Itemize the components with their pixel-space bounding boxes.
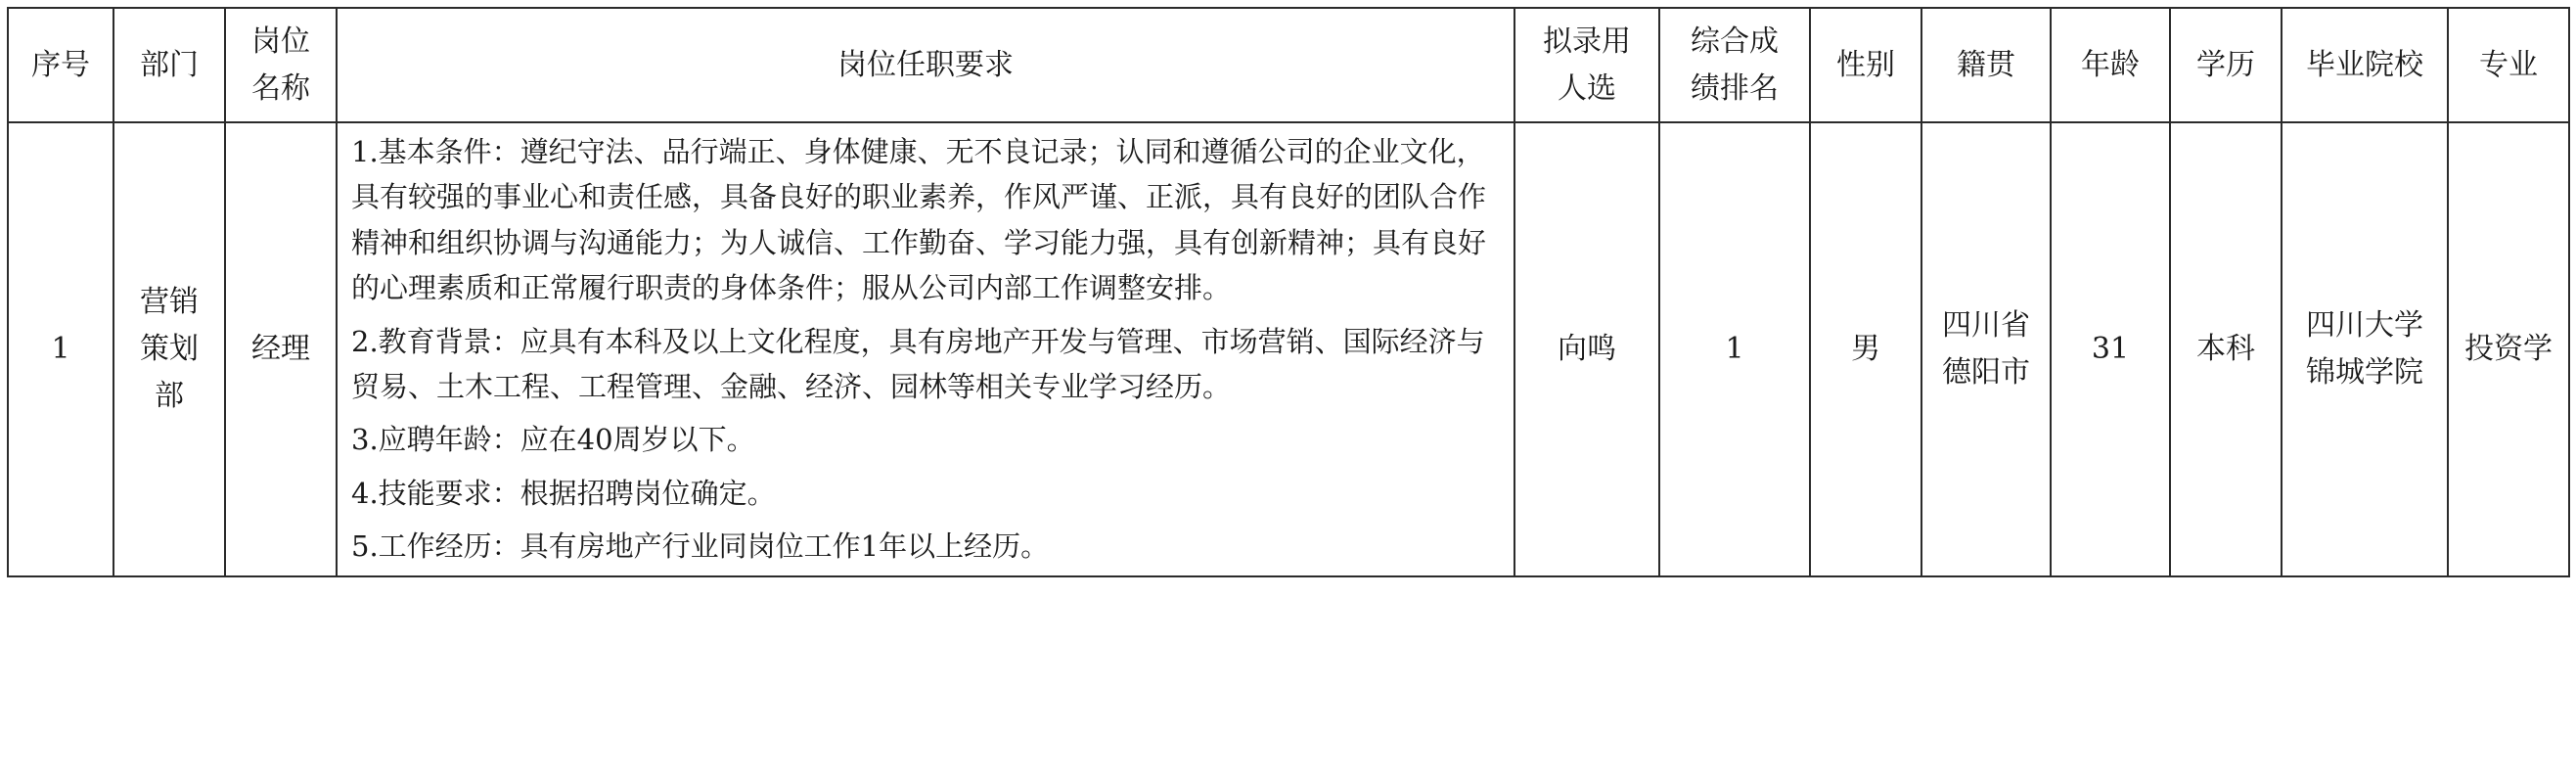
cell-dept <box>113 122 225 576</box>
requirement-education: 2.教育背景：应具有本科及以上文化程度，具有房地产开发与管理、市场营销、国际经济与贸易、土木工程、工程管理、金融、经济、园林等相关专业学习经历。 <box>351 324 1485 403</box>
requirement-experience: 5.工作经历：具有房地产行业同岗位工作1年以上经历。 <box>351 529 1050 564</box>
cell-requirements <box>337 122 1514 576</box>
recruitment-table <box>7 7 2570 577</box>
cell-rank: 1 <box>1659 122 1810 576</box>
cell-dept-line2: 策划 <box>140 331 199 366</box>
cell-dept-line3: 部 <box>155 378 184 413</box>
header-dept: 部门 <box>113 8 225 122</box>
cell-candidate: 向鸣 <box>1514 122 1659 576</box>
header-origin: 籍贯 <box>1921 8 2051 122</box>
header-candidate-line1: 拟录用 <box>1543 23 1631 59</box>
cell-age: 31 <box>2051 122 2170 576</box>
requirement-age: 3.应聘年龄：应在40周岁以下。 <box>351 423 755 457</box>
cell-school-line2: 锦城学院 <box>2306 354 2423 390</box>
header-education: 学历 <box>2170 8 2282 122</box>
requirement-basic: 1.基本条件：遵纪守法、品行端正、身体健康、无不良记录；认同和遵循公司的企业文化，具有较强的事业心和责任感，具备良好的职业素养，作风严谨、正派，具有良好的团队合作精神和组织协调与沟通能力；为人诚信、工作勤奋、学习能力强，具有创新精神；具有良好的心理素质和正常履行职责的身体条件；服从公司内部工作调整安排。 <box>351 135 1487 305</box>
cell-school <box>2282 122 2448 576</box>
cell-origin <box>1921 122 2051 576</box>
requirement-skills: 4.技能要求：根据招聘岗位确定。 <box>351 476 776 510</box>
header-seq: 序号 <box>8 8 113 122</box>
header-rank-line2: 绩排名 <box>1691 70 1779 106</box>
header-age: 年龄 <box>2051 8 2170 122</box>
cell-position: 经理 <box>225 122 337 576</box>
header-school: 毕业院校 <box>2282 8 2448 122</box>
document <box>7 7 2570 577</box>
cell-gender: 男 <box>1810 122 1921 576</box>
header-position <box>225 8 337 122</box>
header-rank-line1: 综合成 <box>1691 23 1779 59</box>
cell-seq: 1 <box>8 122 113 576</box>
cell-origin-line2: 德阳市 <box>1942 354 2030 390</box>
header-gender: 性别 <box>1810 8 1921 122</box>
cell-dept-line1: 营销 <box>140 284 199 319</box>
header-candidate-line2: 人选 <box>1558 70 1616 106</box>
cell-school-line1: 四川大学 <box>2306 307 2423 343</box>
header-row <box>8 8 2569 122</box>
header-position-line1: 岗位 <box>251 23 310 59</box>
cell-origin-line1: 四川省 <box>1942 307 2030 343</box>
table-row <box>8 122 2569 576</box>
cell-major: 投资学 <box>2448 122 2569 576</box>
header-major: 专业 <box>2448 8 2569 122</box>
header-rank <box>1659 8 1810 122</box>
header-candidate <box>1514 8 1659 122</box>
header-position-line2: 名称 <box>251 70 310 106</box>
header-requirements: 岗位任职要求 <box>337 8 1514 122</box>
cell-education: 本科 <box>2170 122 2282 576</box>
